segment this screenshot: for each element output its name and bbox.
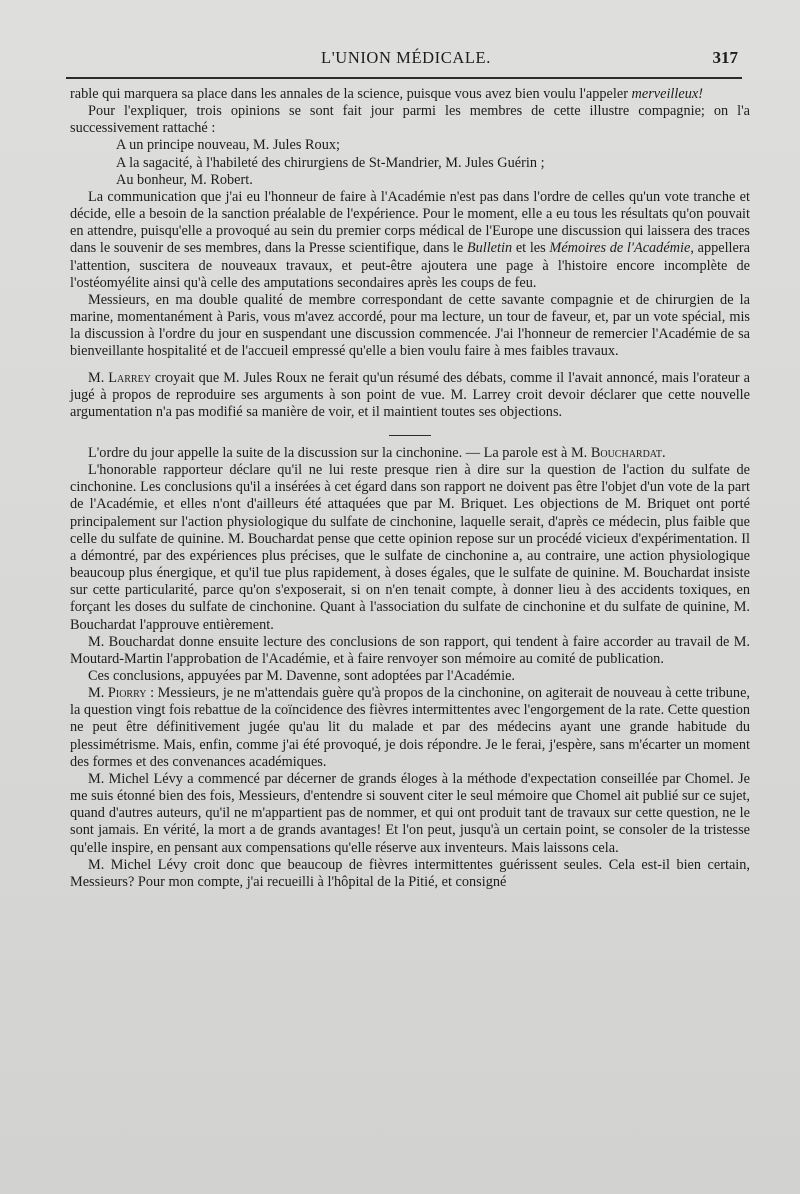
- list-item: A la sagacité, à l'habileté des chirurgiens de St-Mandrier, M. Jules Guérin ;: [116, 154, 545, 171]
- paragraph: L'honorable rapporteur déclare qu'il ne lui reste presque rien à dire sur la question de l'action du sulfate de cinchonine. Les conclusions qu'il a insérées à cet égard dans son rapport ne doivent pas être l'objet d'un vote de la part de l'Académie, et elles n'ont d'ailleurs été attaquées que par M. Briquet. Les objections de M. Briquet ont porté principalement sur l'action physiologique du sulfate de cinchonine, laquelle serait, d'après ce médecin, plus faible que celle du sulfate de quinine. M. Bouchardat pense que cette opinion repose sur un procédé vicieux d'expérimentation. Il a démontré, par des expériences plus précises, que le sulfate de cinchonine a, au contraire, une action physiologique beaucoup plus énergique, et qu'il tue plus rapidement, à doses égales, que le sulfate de quinine. M. Bouchardat insiste sur cette particularité, parce qu'on s'exposerait, si on n'en tenait compte, à donner lieu à des accidents toxiques, en forçant les doses du sulfate de cinchonine. Quant à l'association du sulfate de cinchonine et du sulfate de quinine, M. Bouchardat l'approuve entièrement.: [70, 462, 750, 633]
- paragraph-text: , appellera l'attention, suscitera de nouveaux travaux, et peut-être ajoutera une page à l'histoire encore incomplète de l'ostéomyélite ainsi qu'à celle des amputations secondaires après les coups de feu.: [70, 240, 750, 291]
- paragraph: Ces conclusions, appuyées par M. Davenne, sont adoptées par l'Académie.: [88, 668, 515, 684]
- section-divider: [389, 435, 431, 436]
- paragraph: M. Michel Lévy a commencé par décerner de grands éloges à la méthode d'expectation conseillée par Chomel. Je me suis étonné bien des fois, Messieurs, d'entendre si souvent citer le seul mémoire que Chomel ait publié sur ce sujet, quand d'autres auteurs, qu'il ne m'appartient pas de nommer, et qui ont produit tant de travaux sur cette question, ne le sont jamais. En vérité, la mort a de grands avantages! Et l'on peut, jusqu'à un certain point, se consoler de la tristesse qu'elle inspire, en pensant aux compensations qu'elle réserve aux inventeurs. Mais laissons cela.: [70, 770, 750, 856]
- speaker-name: Piorry: [107, 685, 147, 702]
- emphasis-text: Bulletin: [466, 240, 513, 257]
- paragraph: M. Michel Lévy croit donc que beaucoup de fièvres intermittentes guérissent seules. Cela est-il bien certain, Messieurs? Pour mon compte, j'ai recueilli à l'hôpital de la Pitié, et consigné: [70, 856, 750, 890]
- document-body: [70, 86, 750, 891]
- paragraph: [70, 445, 750, 462]
- paragraph-text: L'ordre du jour appelle la suite de la discussion sur la cinchonine. — La parole est à M.: [88, 444, 591, 461]
- paragraph: [70, 685, 750, 771]
- page-number: 317: [712, 48, 738, 67]
- paragraph-text: : Messieurs, je ne m'attendais guère qu'à propos de la cinchonine, on agiterait de nouveau à cette tribune, la question vingt fois rebattue de la coïncidence des fièvres intermittentes avec l'engorgement de la rate. Cette question ne peut être définitivement jugée qu'au lit du malade et par des médecins ayant une grande habitude du plessimétrisme. Mais, enfin, comme j'ai été provoqué, je dois répondre. Je le ferai, j'espère, sans m'écarter un moment des formes et des convenances académiques.: [70, 685, 750, 770]
- speaker-name: Larrey: [108, 369, 151, 386]
- paragraph-text: La communication que j'ai eu l'honneur de faire à l'Académie n'est pas dans l'ordre de celles qu'un vote tranche et décide, elle a besoin de la sanction préalable de l'expérience. Pour le moment, elle a eu tous les résultats qu'on pouvait en attendre, puisqu'elle a provoqué au sein du premier corps médical de l'Europe une discussion qui laissera des traces dans le souvenir de ses membres, dans la Presse scientifique, dans le: [70, 188, 750, 257]
- paragraph: M. Bouchardat donne ensuite lecture des conclusions de son rapport, qui tendent à faire accorder au travail de M. Moutard-Martin l'approbation de l'Académie, et à faire renvoyer son mémoire au comité de publication.: [70, 633, 750, 667]
- header-rule: [66, 77, 742, 79]
- paragraph: [70, 189, 750, 292]
- paragraph-text: et les: [512, 240, 550, 257]
- list-item: Au bonheur, M. Robert.: [116, 171, 253, 188]
- paragraph: Messieurs, en ma double qualité de membre correspondant de cette savante compagnie et de chirurgien de la marine, momentanément à Paris, vous m'avez accordé, pour ma lecture, un tour de faveur, et, par un vote spécial, mis la discussion à l'ordre du jour en suspendant une discussion commencée. J'ai l'honneur de remercier l'Académie de sa bienveillante hospitalité et de l'accueil empressé qu'elle a bien voulu faire à mes faibles travaux.: [70, 291, 750, 360]
- list-item: A un principe nouveau, M. Jules Roux;: [116, 137, 340, 154]
- paragraph-text: rable qui marquera sa place dans les annales de la science, puisque vous avez bien voulu l'appeler: [70, 86, 632, 102]
- paragraph: [70, 86, 750, 103]
- paragraph-text: croyait que M. Jules Roux ne ferait qu'un résumé des débats, comme il l'avait annoncé, mais l'orateur a jugé à propos de reproduire ses arguments à son point de vue. M. Larrey croit devoir déclarer que cette nouvelle argumentation n'a pas modifié sa manière de voir, et il maintient toutes ses objections.: [70, 369, 750, 420]
- emphasis-text: Mémoires de l'Académie: [549, 240, 691, 257]
- journal-title: L'UNION MÉDICALE.: [321, 48, 491, 67]
- emphasis-text: merveilleux!: [631, 86, 703, 102]
- section-gap: [70, 361, 750, 370]
- paragraph: [70, 370, 750, 421]
- paragraph-text: .: [662, 444, 666, 461]
- speaker-name: Bouchardat: [590, 444, 663, 461]
- page-header: [70, 44, 742, 72]
- paragraph-text: M.: [88, 685, 108, 702]
- paragraph: Pour l'expliquer, trois opinions se sont fait jour parmi les membres de cette illustre compagnie; on l'a successivement rattaché :: [70, 103, 750, 137]
- paragraph-text: M.: [88, 369, 109, 386]
